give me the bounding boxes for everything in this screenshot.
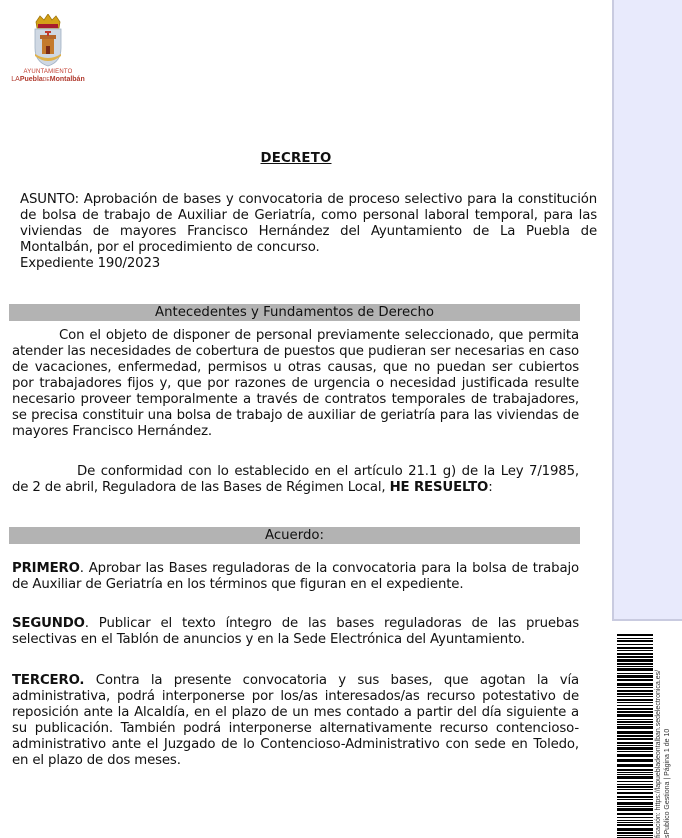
barcode-stripe — [617, 668, 653, 671]
barcode-stripe — [617, 764, 653, 767]
barcode-stripe — [617, 726, 653, 729]
barcode-stripe — [617, 835, 653, 836]
barcode-stripe — [617, 699, 653, 701]
legal-basis-paragraph: De conformidad con lo establecido en el artículo 21.1 g) de la Ley 7/1985, de 2 de abril, Reguladora de las Bases de Régimen Local, HE RESUELTO: — [12, 464, 579, 495]
barcode-stripe — [617, 693, 653, 695]
barcode-stripe — [617, 683, 653, 686]
barcode-stripe — [617, 666, 653, 667]
barcode-stripe — [617, 781, 653, 782]
barcode-stripe — [617, 792, 653, 794]
barcode-stripe — [617, 711, 653, 713]
barcode-stripe — [617, 828, 653, 831]
signature-side-panel — [612, 0, 682, 621]
verification-url: ficación: https://lapuebladeontalban.sedelectronica.es/ — [655, 669, 662, 838]
logo-line-1: AYUNTAMIENTO — [23, 69, 73, 75]
resolution-item-third: TERCERO. Contra la presente convocatoria y sus bases, que agotan la vía administrativa, podrá interponerse por los/as interesados/as recurso potestativo de reposición ante la Alcaldía, en el plazo de un mes contado a partir del día siguiente a su publicación. También podrá interponerse alternativamente recurso contencioso-administrativo ante el Juzgado de lo Contencioso-Administrativo con sede en Toledo, en el plazo de dos meses. — [12, 673, 579, 768]
barcode-stripe — [617, 708, 653, 710]
background-paragraph: Con el objeto de disponer de personal previamente seleccionado, que permita atender las necesidades de cobertura de puestos que pudieran ser necesarias en caso de vacaciones, enfermedad, permisos u otras causas, que no puedan ser cubiertos por trabajadores fijos y, que por razones de urgencia o necesidad justificada resulte necesario proveer temporalmente a través de contratos temporales de trabajadores, se precisa constituir una bolsa de trabajo de auxiliar de geriatría para las viviendas de mayores Francisco Hernández. — [12, 328, 579, 439]
barcode-stripe — [617, 822, 653, 823]
barcode-stripe — [617, 769, 653, 771]
barcode-stripe — [617, 640, 653, 642]
section-header-agreement: Acuerdo: — [9, 527, 580, 544]
subject-paragraph: ASUNTO: Aprobación de bases y convocatoria de proceso selectivo para la constitución de bolsa de trabajo de Auxiliar de Geriatría, como personal laboral temporal, para las viviendas de mayores Francisco Hernández del Ayuntamiento de La Puebla de Montalbán, por el procedimiento de concurso. — [20, 192, 597, 255]
barcode-stripe — [617, 784, 653, 785]
barcode-stripe — [617, 675, 653, 678]
barcode-stripe — [617, 663, 653, 665]
barcode-stripe — [617, 745, 653, 746]
barcode-stripe — [617, 679, 653, 681]
barcode-stripe — [617, 656, 653, 658]
barcode-stripe — [617, 772, 653, 773]
barcode-stripe — [617, 634, 653, 636]
barcode-stripe — [617, 799, 653, 800]
barcode-stripe — [617, 808, 653, 811]
barcode-stripe — [617, 721, 653, 723]
resolution-item-first: PRIMERO. Aprobar las Bases reguladoras de la convocatoria para la bolsa de trabajo de Auxiliar de Geriatría en los términos que figuran en el expediente. — [12, 561, 579, 592]
logo-line-2: LAPueblaDEMontalbán — [11, 76, 85, 83]
barcode-stripe — [617, 747, 653, 750]
barcode-stripe — [617, 796, 653, 798]
barcode-stripe — [617, 786, 653, 788]
barcode-stripe — [617, 696, 653, 697]
barcode-stripe — [617, 774, 653, 775]
barcode-stripe — [617, 659, 653, 662]
barcode-stripe — [617, 806, 653, 807]
barcode-stripe — [617, 776, 653, 779]
barcode-stripe — [617, 719, 653, 720]
barcode-stripe — [617, 650, 653, 651]
barcode-stripe — [617, 817, 653, 818]
verification-text — [654, 670, 672, 838]
barcode-stripe — [617, 759, 653, 762]
barcode-stripe — [617, 742, 653, 744]
barcode-stripe — [617, 735, 653, 737]
barcode-stripe — [617, 802, 653, 805]
barcode-stripe — [617, 824, 653, 826]
coat-of-arms-icon — [30, 14, 66, 68]
barcode-stripe — [617, 731, 653, 734]
barcode-stripe — [617, 673, 653, 674]
page-indicator: sPublico Gestiona | Página 1 de 10 — [664, 728, 671, 838]
barcode-stripe — [617, 789, 653, 790]
barcode-stripe — [617, 813, 653, 815]
barcode-stripe — [617, 714, 653, 717]
barcode-stripe — [617, 690, 653, 692]
barcode-icon — [617, 634, 653, 838]
barcode-stripe — [617, 832, 653, 834]
barcode-stripe — [617, 638, 653, 639]
barcode-stripe — [617, 705, 653, 706]
barcode-stripe — [617, 751, 653, 752]
document-title: DECRETO — [260, 151, 332, 166]
barcode-stripe — [617, 644, 653, 645]
barcode-stripe — [617, 687, 653, 688]
barcode-stripe — [617, 754, 653, 757]
municipality-logo — [8, 14, 88, 86]
barcode-stripe — [617, 738, 653, 740]
barcode-stripe — [617, 702, 653, 703]
barcode-stripe — [617, 653, 653, 655]
barcode-stripe — [617, 647, 653, 649]
file-number: Expediente 190/2023 — [20, 256, 161, 271]
resolution-item-second: SEGUNDO. Publicar el texto íntegro de las bases reguladoras de las pruebas selectivas en el Tablón de anuncios y en la Sede Electrónica del Ayuntamiento. — [12, 616, 579, 647]
barcode-stripe — [617, 820, 653, 821]
barcode-stripe — [617, 724, 653, 725]
section-header-background: Antecedentes y Fundamentos de Derecho — [9, 304, 580, 321]
